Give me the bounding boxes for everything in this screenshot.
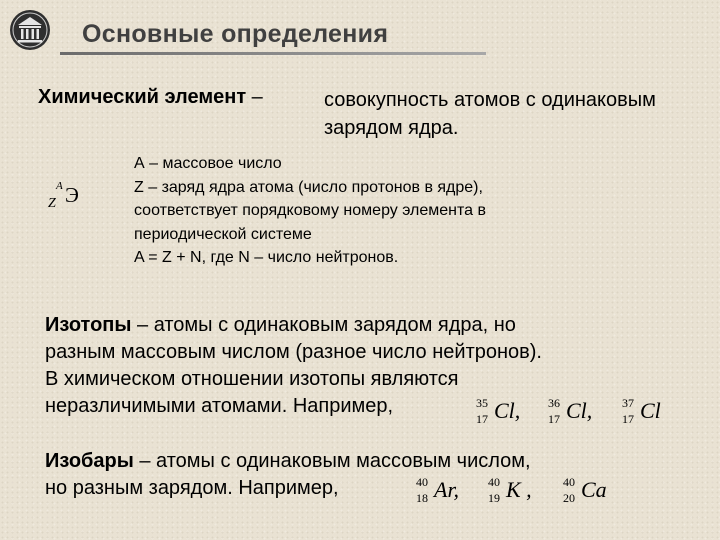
isobars-text: – атомы с одинаковым массовым числом,: [133, 450, 531, 472]
element-symbol: Cl: [640, 398, 661, 423]
note-line: Z – заряд ядра атома (число протонов в ядре),: [134, 178, 483, 196]
atomic-number: 19: [488, 491, 500, 505]
mass-number-label: A: [56, 180, 63, 192]
definition-term-text: Химический элемент: [38, 86, 247, 108]
mass-number: 35: [476, 396, 488, 410]
element-symbol: Cl,: [566, 398, 593, 423]
atomic-number-label: Z: [48, 196, 56, 211]
isobars-line: но разным зарядом. Например,: [45, 477, 339, 499]
atomic-number: 17: [548, 412, 560, 426]
mass-number: 40: [416, 475, 428, 489]
mass-number: 36: [548, 396, 560, 410]
notation-notes: [134, 152, 614, 270]
note-line: периодической системе: [134, 225, 312, 243]
columns-building-logo-icon: [8, 8, 52, 52]
definition-dash: –: [246, 86, 263, 108]
note-line: А – массовое число: [134, 155, 282, 172]
definition-term: [38, 86, 263, 109]
page-title: Основные определения: [82, 20, 389, 48]
mass-number: 37: [622, 396, 634, 410]
nuclide-notation: [48, 180, 88, 212]
atomic-number: 18: [416, 491, 428, 505]
element-symbol: Ar,: [434, 477, 460, 502]
mass-number: 40: [488, 475, 500, 489]
isotopes-line: [45, 312, 685, 339]
isotopes-text: – атомы с одинаковым зарядом ядра, но: [131, 314, 516, 336]
element-symbol: Ca: [581, 477, 607, 502]
note-line: A = Z + N, где N – число нейтронов.: [134, 249, 399, 266]
element-symbol: Э: [65, 183, 79, 207]
isotopes-line: неразличимыми атомами. Например,: [45, 395, 394, 417]
element-symbol: Cl,: [494, 398, 521, 423]
isotopes-line: разным массовым числом (разное число нейтронов).: [45, 341, 542, 363]
atomic-number: 20: [563, 491, 575, 505]
mass-number: 40: [563, 475, 575, 489]
atomic-number: 17: [622, 412, 634, 426]
isotopes-line: В химическом отношении изотопы являются: [45, 368, 459, 390]
element-symbol: K ,: [506, 477, 532, 502]
title-underline: [60, 52, 486, 55]
isobars-line: [45, 448, 685, 475]
definition-text: совокупность атомов с одинаковым зарядом ядра.: [324, 89, 656, 139]
isotopes-term: Изотопы: [45, 314, 132, 336]
isobars-term: Изобары: [45, 450, 134, 472]
note-line: соответствует порядковому номеру элемента в: [134, 202, 486, 219]
atomic-number: 17: [476, 412, 488, 426]
